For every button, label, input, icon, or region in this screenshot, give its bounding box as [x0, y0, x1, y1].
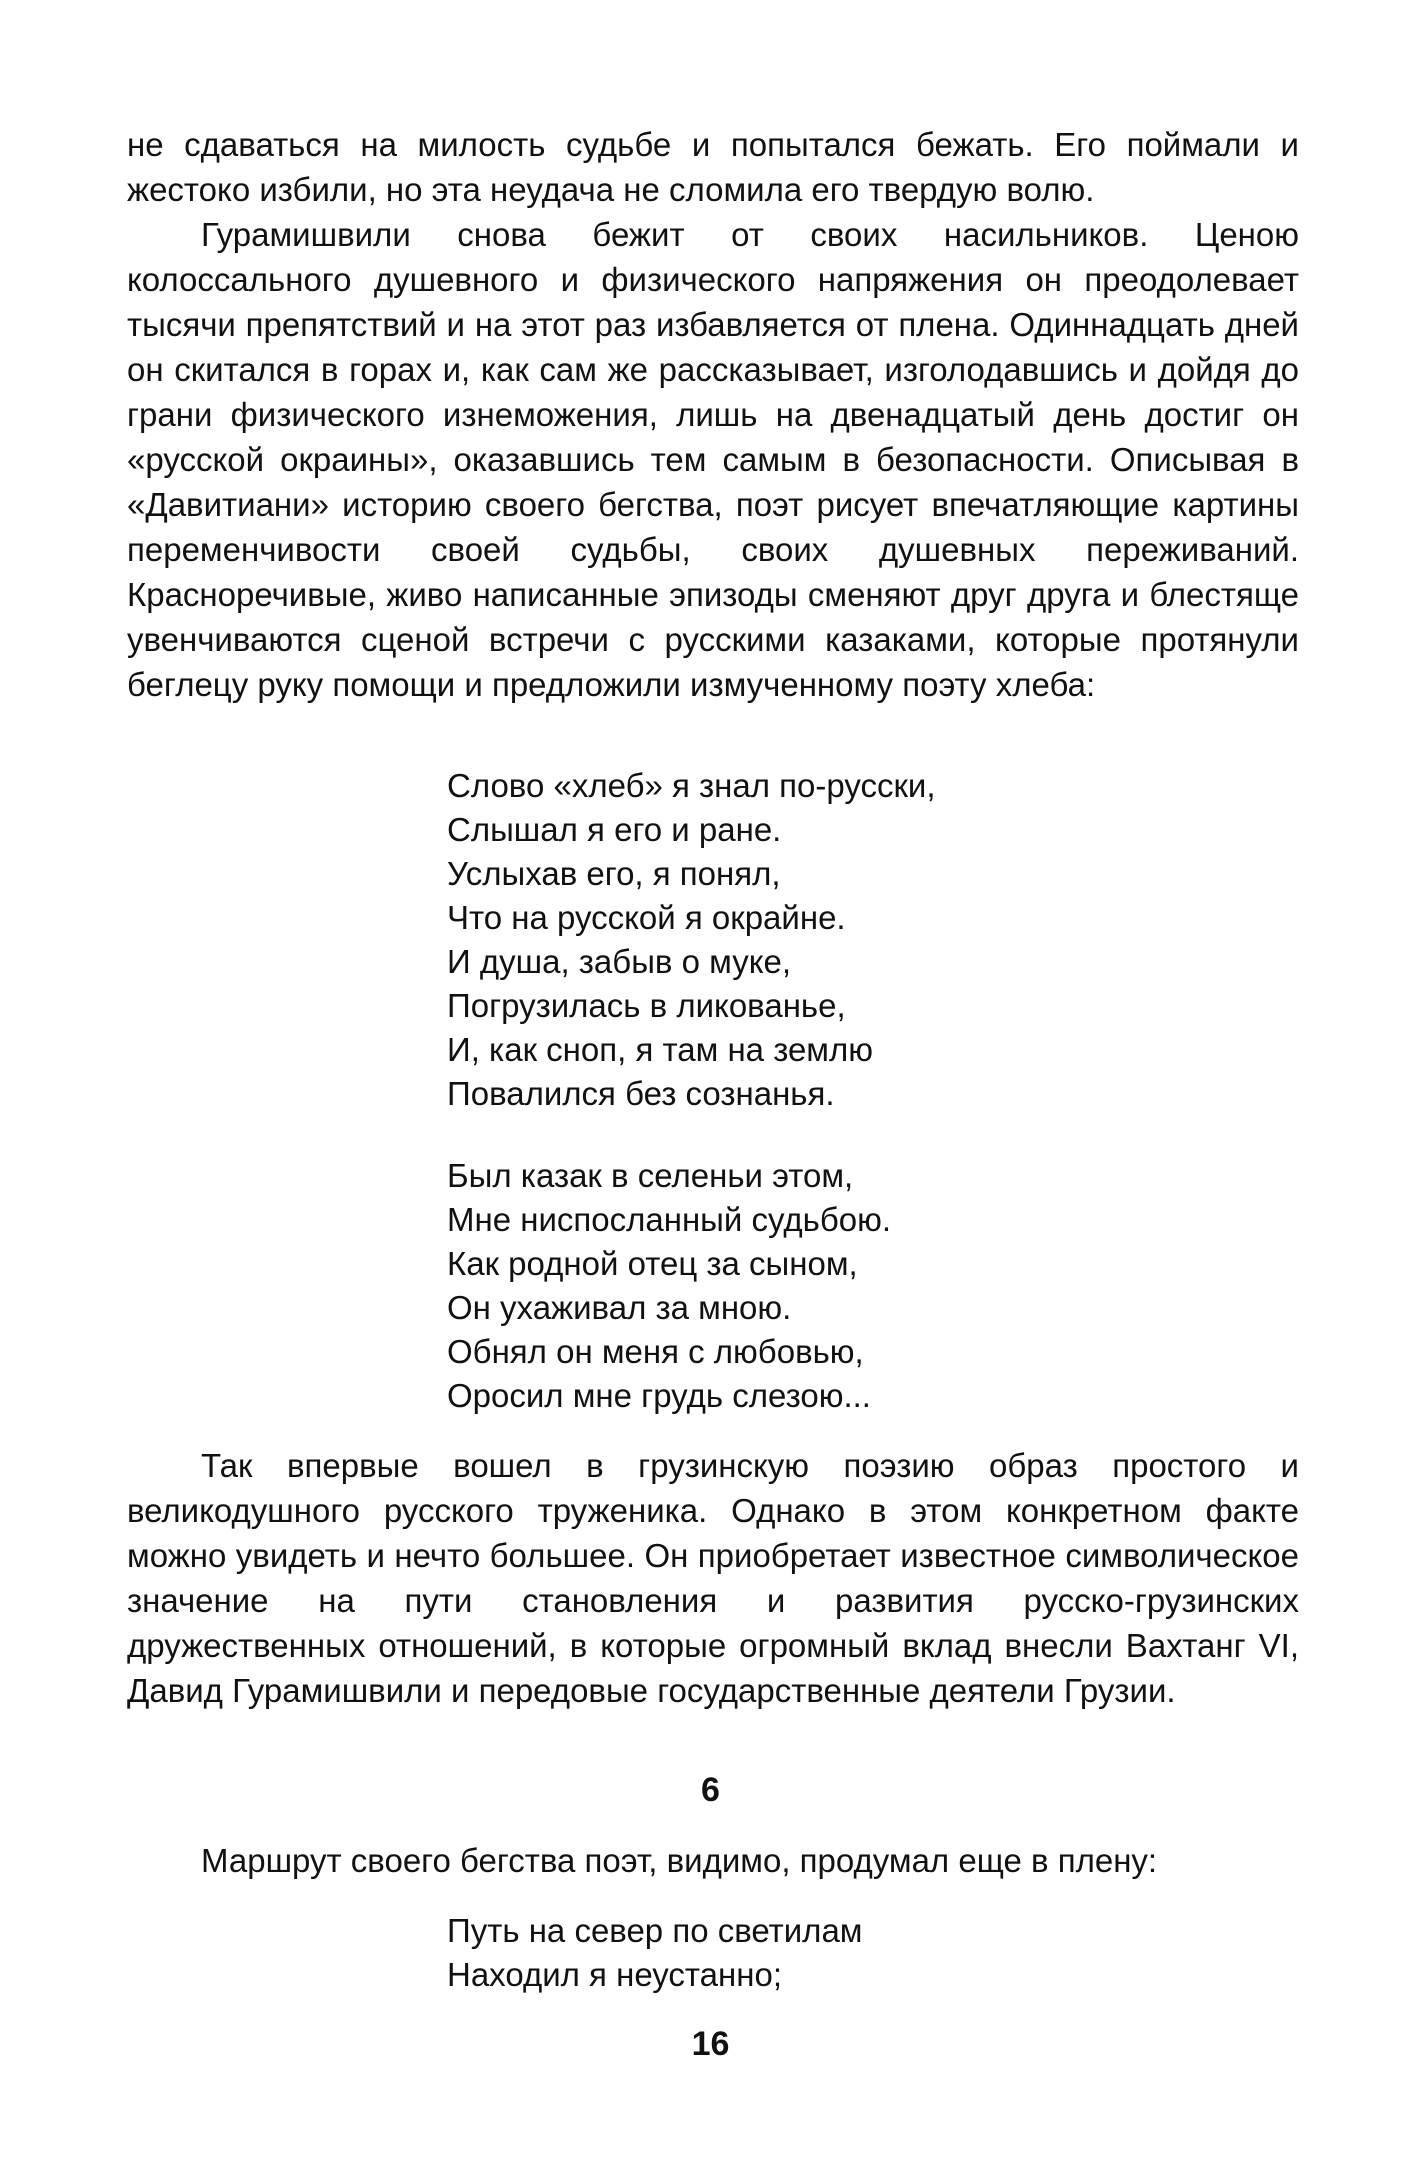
verse-line: Был казак в селеньи этом, [447, 1157, 854, 1194]
verse-line: Повалился без сознанья. [447, 1075, 835, 1112]
verse-line: Услыхав его, я понял, [447, 855, 781, 892]
paragraph-continuation: не сдаваться на милость судьбе и попытался бежать. Его поймали и жестоко избили, но эта неудача не сломила его твердую волю. [127, 126, 1299, 208]
paragraph-route: Маршрут своего бегства поэт, видимо, продумал еще в плену: [201, 1842, 1158, 1879]
verse-stanza-1 [447, 764, 1347, 1116]
paragraph-escape: Гурамишвили снова бежит от своих насильников. Ценою колоссального душевного и физического напряжения он преодолевает тысячи препятствий и на этот раз избавляется от плена. Одиннадцать дней он скитался в горах и, как сам же рассказывает, изголодавшись и дойдя до грани физического изнеможения, лишь на двенадцатый день достиг он «русской окраины», оказавшись тем самым в безопасности. Описывая в «Давитиани» историю своего бегства, поэт рисует впечатляющие картины переменчивости своей судьбы, своих душевных переживаний. Красноречивые, живо написанные эпизоды сменяют друг друга и блестяще увенчиваются сценой встречи с русскими казаками, которые протянули беглецу руку помощи и предложили измученному поэту хлеба: [127, 216, 1299, 703]
section-number: 6 [701, 1771, 720, 1809]
verse-line: Как родной отец за сыном, [447, 1245, 858, 1282]
page-number: 16 [691, 2025, 730, 2063]
verse-line: Он ухаживал за мною. [447, 1289, 792, 1326]
paragraph-symbolic: Так впервые вошел в грузинскую поэзию образ простого и великодушного русского труженика. Однако в этом конкретном факте можно увидеть и нечто большее. Он приобретает известное символическое значение на пути становления и развития русско-грузинских дружественных отношений, в которые огромный вклад внесли Вахтанг VI, Давид Гурамишвили и передовые государственные деятели Грузии. [127, 1447, 1299, 1709]
verse-line: Путь на север по светилам [447, 1912, 863, 1949]
verse-line: Слово «хлеб» я знал по-русски, [447, 767, 936, 804]
verse-stanza-2 [447, 1154, 1347, 1418]
verse-line: Что на русской я окрайне. [447, 899, 846, 936]
verse-line: Слышал я его и ране. [447, 811, 782, 848]
verse-line: Мне ниспосланный судьбою. [447, 1201, 892, 1238]
verse-line: И, как сноп, я там на землю [447, 1031, 874, 1068]
verse-line: Находил я неустанно; [447, 1956, 782, 1993]
verse-line: Обнял он меня с любовью, [447, 1333, 864, 1370]
verse-stanza-3 [447, 1909, 1347, 1997]
verse-line: Погрузилась в ликованье, [447, 987, 846, 1024]
verse-line: Оросил мне грудь слезою... [447, 1377, 871, 1414]
verse-line: И душа, забыв о муке, [447, 943, 792, 980]
